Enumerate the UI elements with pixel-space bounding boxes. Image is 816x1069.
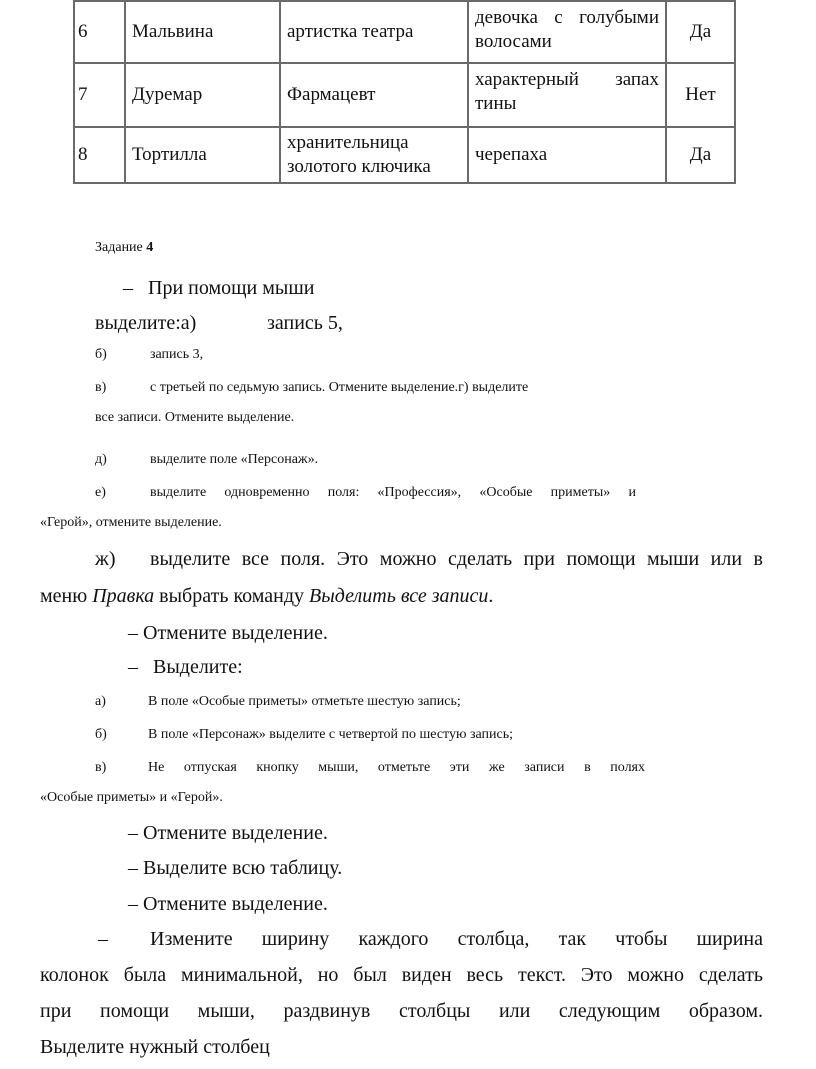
cell-hero: Да	[666, 1, 735, 63]
dash: –	[128, 622, 138, 644]
cell-num: 7	[74, 63, 125, 127]
list-item-continuation: «Особые приметы» и «Герой».	[40, 790, 223, 805]
list-item	[95, 380, 529, 396]
resize-line-1	[98, 928, 763, 951]
step-text: Отмените выделение.	[143, 893, 328, 915]
item-marker: б)	[95, 347, 107, 362]
intro-text: выделите:а)	[95, 312, 197, 334]
table-row	[74, 127, 735, 183]
characters-table	[73, 0, 736, 184]
item-text: выделите поле «Персонаж».	[150, 452, 319, 467]
cell-name: Тортилла	[125, 127, 280, 183]
table-row	[74, 1, 735, 63]
cell-name: Мальвина	[125, 1, 280, 63]
text: выбрать команду	[154, 585, 310, 607]
step-text: Выделите всю таблицу.	[143, 857, 343, 879]
paragraph-text: Измените ширину каждого столбца, так чтобы ширина	[150, 928, 763, 950]
item-marker: в)	[95, 380, 107, 395]
step-select	[128, 656, 243, 679]
item-text: Не отпуская кнопку мыши, отметьте эти же записи в полях	[148, 760, 645, 775]
resize-line-2: колонок была минимальной, но был виден весь текст. Это можно сделать	[40, 964, 763, 986]
item-text: с третьей по седьмую запись. Отмените выделение.г) выделите	[150, 380, 529, 395]
cell-profession	[280, 127, 468, 183]
cell-name: Дуремар	[125, 63, 280, 127]
command-name: Выделить все записи	[309, 585, 489, 607]
list-item-zh-continuation	[40, 585, 493, 608]
step-text: Отмените выделение.	[143, 622, 328, 644]
list-item	[95, 485, 635, 501]
step-cancel-selection	[128, 622, 328, 645]
text: меню	[40, 585, 93, 607]
item-text: В поле «Особые приметы» отметьте шестую запись;	[148, 694, 461, 709]
item-marker: в)	[95, 760, 107, 775]
step-text: Выделите:	[153, 656, 243, 678]
item-marker: б)	[95, 727, 107, 742]
dash: –	[123, 277, 133, 299]
text: .	[488, 585, 494, 607]
dash: –	[128, 822, 138, 844]
dash: –	[128, 857, 138, 879]
cell-features	[468, 127, 666, 183]
dash: –	[128, 656, 138, 678]
heading-number: 4	[146, 240, 154, 255]
step-select-table	[128, 857, 342, 880]
features-line: характерный запах	[475, 69, 659, 90]
features-line: волосами	[475, 31, 552, 52]
item-text: запись 3,	[150, 347, 204, 362]
profession-line: золотого ключика	[287, 156, 431, 177]
cell-hero: Да	[666, 127, 735, 183]
item-marker: е)	[95, 485, 106, 500]
cell-features	[468, 1, 666, 63]
features-line: черепаха	[475, 144, 548, 165]
cell-num: 6	[74, 1, 125, 63]
profession-line: хранительница	[287, 132, 409, 153]
cell-profession: Фармацевт	[280, 63, 468, 127]
cell-profession: артистка театра	[280, 1, 468, 63]
intro-text: запись 5,	[267, 312, 343, 334]
list-item-zh	[95, 548, 763, 571]
list-item	[95, 347, 204, 363]
list-item	[95, 694, 461, 710]
step-cancel-selection-2	[128, 822, 328, 845]
list-item	[95, 760, 645, 776]
item-text: выделите одновременно поля: «Профессия», «Особые приметы» и	[150, 485, 636, 500]
item-text: В поле «Персонаж» выделите с четвертой по шестую запись;	[148, 727, 513, 742]
resize-line-4: Выделите нужный столбец	[40, 1036, 270, 1058]
item-text: выделите все поля. Это можно сделать при помощи мыши или в	[150, 548, 763, 570]
list-item-continuation: все записи. Отмените выделение.	[95, 410, 295, 425]
item-marker: а)	[95, 694, 106, 709]
resize-line-3: при помощи мыши, раздвинув столбцы или следующим образом.	[40, 1000, 763, 1022]
features-line: девочка с голубыми	[475, 7, 659, 28]
features-line: тины	[475, 93, 517, 114]
cell-num: 8	[74, 127, 125, 183]
heading-label: Задание	[95, 240, 143, 255]
item-marker: д)	[95, 452, 107, 467]
table-row	[74, 63, 735, 127]
step-text: Отмените выделение.	[143, 822, 328, 844]
intro-text: При помощи мыши	[148, 277, 315, 299]
step-cancel-selection-3	[128, 893, 328, 916]
list-item-continuation: «Герой», отмените выделение.	[40, 515, 222, 530]
menu-name: Правка	[92, 585, 155, 607]
intro-line-2	[95, 312, 343, 335]
cell-hero: Нет	[666, 63, 735, 127]
list-item	[95, 452, 319, 468]
dash: –	[128, 893, 138, 915]
cell-features	[468, 63, 666, 127]
item-marker: ж)	[95, 548, 116, 570]
list-item	[95, 727, 513, 743]
task-heading	[95, 240, 153, 256]
dash: –	[98, 928, 108, 950]
intro-line-1	[123, 277, 314, 300]
